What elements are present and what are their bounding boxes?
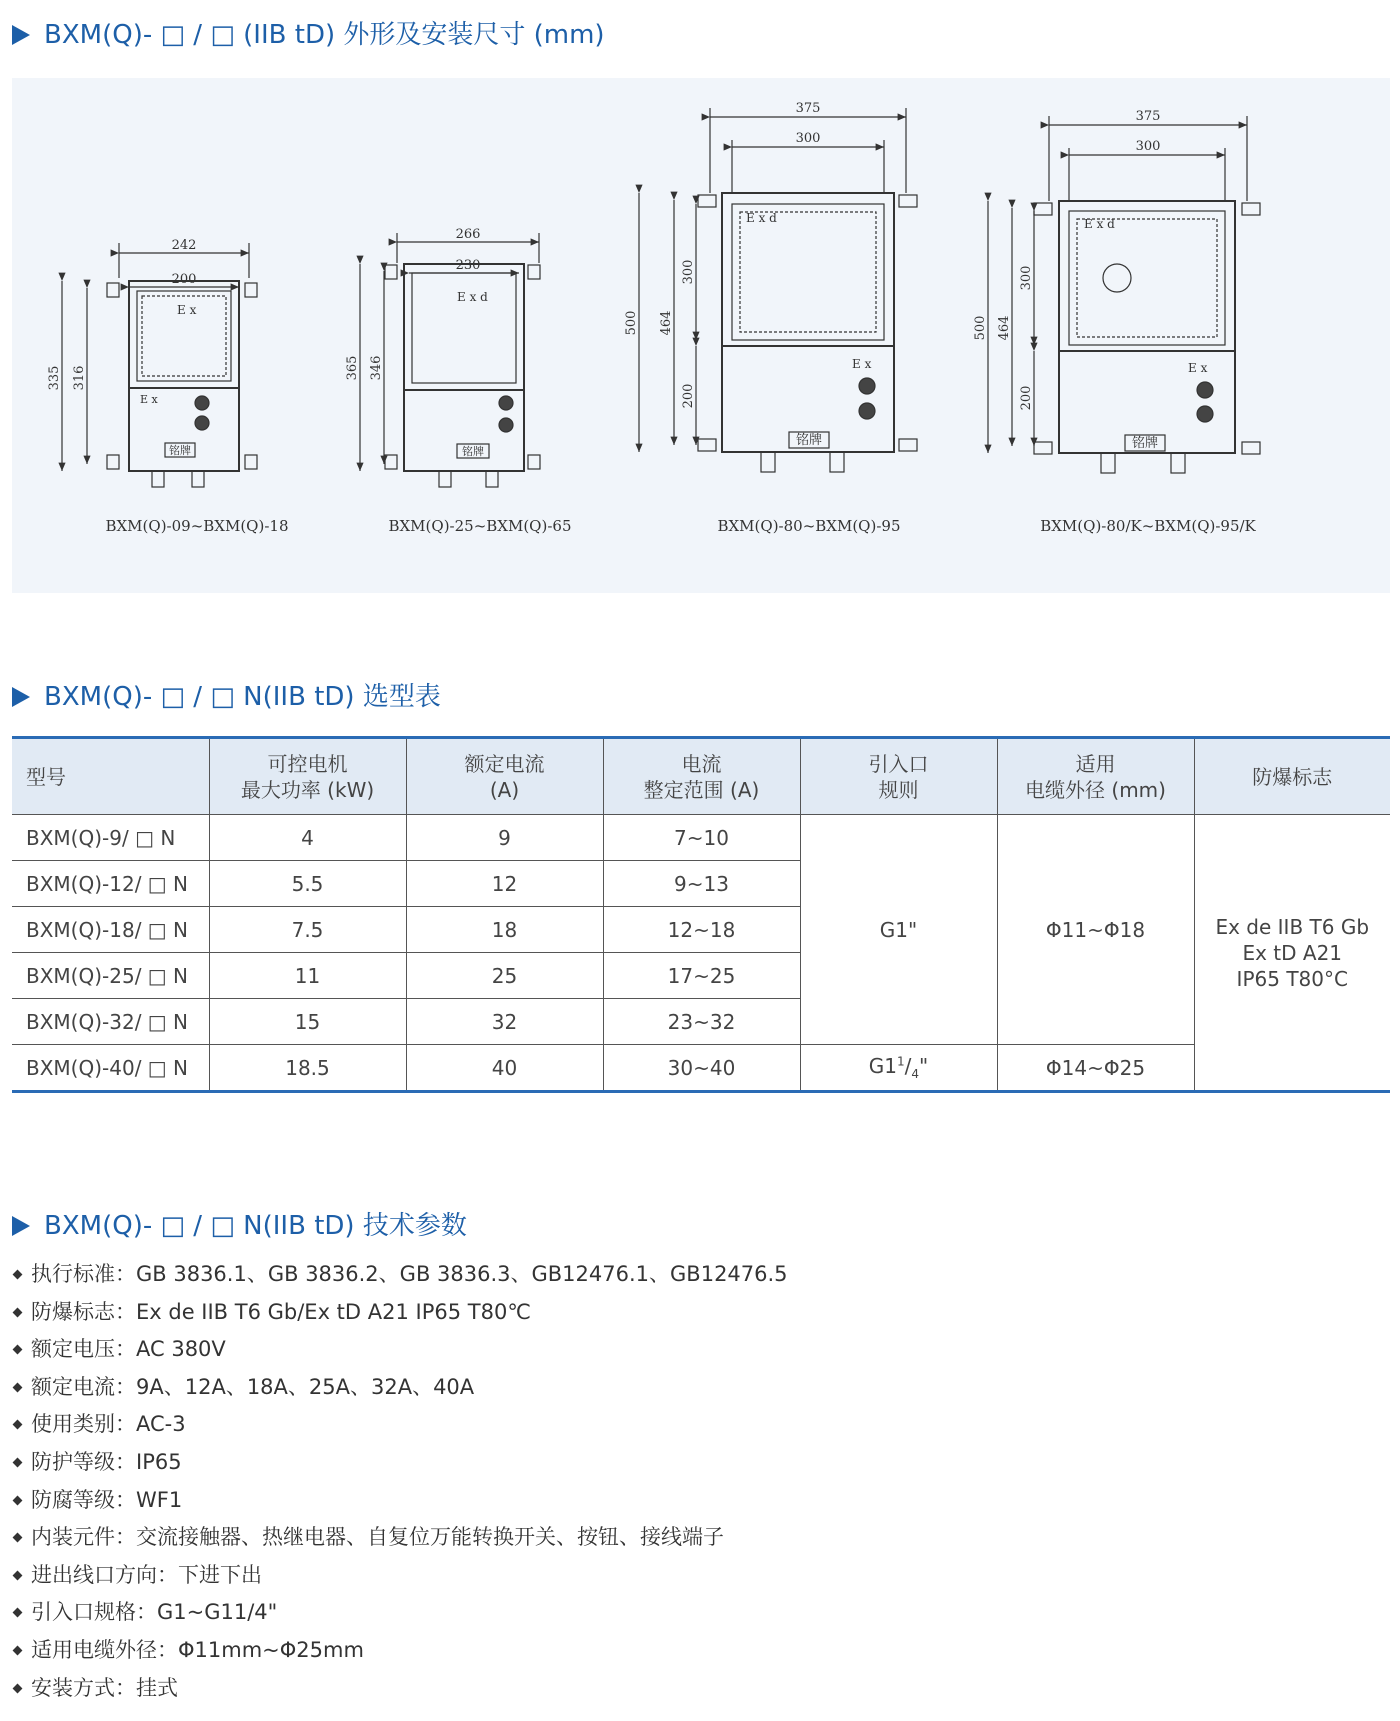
diamond-bullet-icon [13, 1533, 23, 1543]
cell-current: 18 [406, 907, 603, 953]
cell-cable-b: Φ14~Φ25 [997, 1045, 1194, 1092]
table-row [12, 815, 1390, 861]
list-item: 防腐等级：WF1 [12, 1482, 788, 1520]
drawing-4-mount-height: 464 [997, 315, 1012, 341]
cell-current: 40 [406, 1045, 603, 1092]
cell-model: BXM(Q)-9/ □ N [12, 815, 209, 861]
cell-model: BXM(Q)-32/ □ N [12, 999, 209, 1045]
list-item: 额定电压：AC 380V [12, 1331, 788, 1369]
drawing-2-caption: BXM(Q)-25~BXM(Q)-65 [388, 517, 572, 535]
drawing-1-caption: BXM(Q)-09~BXM(Q)-18 [105, 517, 289, 535]
drawing-3-mount-width: 300 [795, 131, 821, 146]
cell-current: 12 [406, 861, 603, 907]
list-item: 内装元件：交流接触器、热继电器、自复位万能转换开关、按钮、接线端子 [12, 1519, 788, 1557]
diamond-bullet-icon [13, 1608, 23, 1618]
table-header-row [12, 738, 1390, 815]
triangle-bullet-icon [12, 25, 30, 45]
triangle-bullet-icon [12, 1216, 30, 1236]
drawing-1-overall-width: 242 [171, 238, 197, 253]
drawing-3-ex-bottom: E x [852, 357, 872, 371]
header-mark: 防爆标志 [1194, 738, 1390, 815]
cell-model: BXM(Q)-25/ □ N [12, 953, 209, 999]
drawing-4-plate: 铭牌 [1131, 436, 1159, 451]
cell-range: 17~25 [603, 953, 800, 999]
diamond-bullet-icon [13, 1307, 23, 1317]
drawing-4-caption: BXM(Q)-80/K~BXM(Q)-95/K [1040, 517, 1256, 535]
drawing-3-ex-top: E x d [746, 211, 777, 225]
cell-range: 12~18 [603, 907, 800, 953]
cell-current: 25 [406, 953, 603, 999]
tech-section-title: BXM(Q)- □ / □ N(IIB tD) 技术参数 [12, 1205, 467, 1242]
diamond-bullet-icon [13, 1382, 23, 1392]
list-item: 执行标准：GB 3836.1、GB 3836.2、GB 3836.3、GB12476.1、GB12476.5 [12, 1256, 788, 1294]
diamond-bullet-icon [13, 1495, 23, 1505]
cell-power: 5.5 [209, 861, 406, 907]
drawing-1 [62, 243, 257, 487]
list-item: 进出线口方向：下进下出 [12, 1557, 788, 1595]
cell-model: BXM(Q)-18/ □ N [12, 907, 209, 953]
header-model: 型号 [12, 738, 209, 815]
drawing-3-overall-height: 500 [624, 310, 639, 336]
header-entry: 引入口 规则 [800, 738, 997, 815]
list-item: 防护等级：IP65 [12, 1444, 788, 1482]
diamond-bullet-icon [13, 1683, 23, 1693]
drawing-1-plate: 铭牌 [169, 444, 191, 457]
drawing-1-ex-bottom: E x [140, 393, 158, 406]
drawing-2-ex-top: E x d [457, 290, 488, 304]
cell-power: 15 [209, 999, 406, 1045]
diamond-bullet-icon [13, 1645, 23, 1655]
cell-range: 30~40 [603, 1045, 800, 1092]
cell-entry-a: G1" [800, 815, 997, 1045]
cell-cable-a: Φ11~Φ18 [997, 815, 1194, 1045]
cell-explosion-mark: Ex de IIB T6 Gb Ex tD A21 IP65 T80°C [1194, 815, 1390, 1092]
triangle-bullet-icon [12, 687, 30, 707]
cell-range: 7~10 [603, 815, 800, 861]
header-power: 可控电机 最大功率 (kW) [209, 738, 406, 815]
drawing-2-plate: 铭牌 [462, 445, 484, 458]
drawing-4-upper-height: 300 [1019, 265, 1034, 291]
drawing-1-mount-height: 316 [72, 365, 87, 391]
diamond-bullet-icon [13, 1270, 23, 1280]
tech-params-list [12, 1256, 788, 1707]
diamond-bullet-icon [13, 1345, 23, 1355]
drawing-3-caption: BXM(Q)-80~BXM(Q)-95 [717, 517, 901, 535]
header-cable: 适用 电缆外径 (mm) [997, 738, 1194, 815]
drawing-4-ex-bottom: E x [1188, 361, 1208, 375]
header-range: 电流 整定范围 (A) [603, 738, 800, 815]
list-item: 安装方式：挂式 [12, 1670, 788, 1708]
drawing-1-mount-width: 200 [171, 272, 197, 287]
drawing-2-overall-height: 365 [345, 355, 360, 381]
cell-power: 11 [209, 953, 406, 999]
header-current: 额定电流 (A) [406, 738, 603, 815]
cell-power: 18.5 [209, 1045, 406, 1092]
dimension-drawings-panel [12, 78, 1390, 593]
diamond-bullet-icon [13, 1570, 23, 1580]
list-item: 适用电缆外径：Φ11mm~Φ25mm [12, 1632, 788, 1670]
drawing-3-overall-width: 375 [795, 101, 821, 116]
drawing-4-ex-top: E x d [1084, 217, 1115, 231]
list-item: 额定电流：9A、12A、18A、25A、32A、40A [12, 1369, 788, 1407]
cell-power: 7.5 [209, 907, 406, 953]
cell-range: 23~32 [603, 999, 800, 1045]
diamond-bullet-icon [13, 1420, 23, 1430]
selection-section-title: BXM(Q)- □ / □ N(IIB tD) 选型表 [12, 676, 441, 713]
drawing-4 [988, 116, 1260, 473]
drawing-4-mount-width: 300 [1135, 139, 1161, 154]
drawing-2-overall-width: 266 [455, 227, 481, 242]
cell-model: BXM(Q)-40/ □ N [12, 1045, 209, 1092]
list-item: 引入口规格：G1~G11/4" [12, 1594, 788, 1632]
drawing-2 [360, 233, 540, 487]
drawing-3-upper-height: 300 [681, 259, 696, 285]
cell-power: 4 [209, 815, 406, 861]
cell-entry-b: $G1^1/_4$" [800, 1045, 997, 1092]
drawing-4-lower-height: 200 [1019, 385, 1034, 411]
selection-table [12, 736, 1390, 1093]
drawing-1-ex-top: E x [177, 303, 197, 317]
list-item: 使用类别：AC-3 [12, 1406, 788, 1444]
cell-current: 32 [406, 999, 603, 1045]
drawing-1-overall-height: 335 [47, 365, 62, 391]
cell-model: BXM(Q)-12/ □ N [12, 861, 209, 907]
drawing-3 [639, 108, 917, 472]
list-item: 防爆标志：Ex de IIB T6 Gb/Ex tD A21 IP65 T80℃ [12, 1294, 788, 1332]
table-row [12, 1045, 1390, 1092]
drawing-4-overall-width: 375 [1135, 109, 1161, 124]
dimensions-section-title: BXM(Q)- □ / □ (IIB tD) 外形及安装尺寸 (mm) [12, 14, 605, 51]
cell-current: 9 [406, 815, 603, 861]
drawing-2-mount-height: 346 [369, 355, 384, 381]
drawing-2-mount-width: 230 [455, 258, 481, 273]
drawing-4-overall-height: 500 [973, 315, 988, 341]
dimension-drawings-svg [12, 78, 1390, 593]
cell-range: 9~13 [603, 861, 800, 907]
drawing-3-lower-height: 200 [681, 383, 696, 409]
diamond-bullet-icon [13, 1458, 23, 1468]
drawing-3-mount-height: 464 [659, 310, 674, 336]
drawing-3-plate: 铭牌 [795, 433, 823, 448]
